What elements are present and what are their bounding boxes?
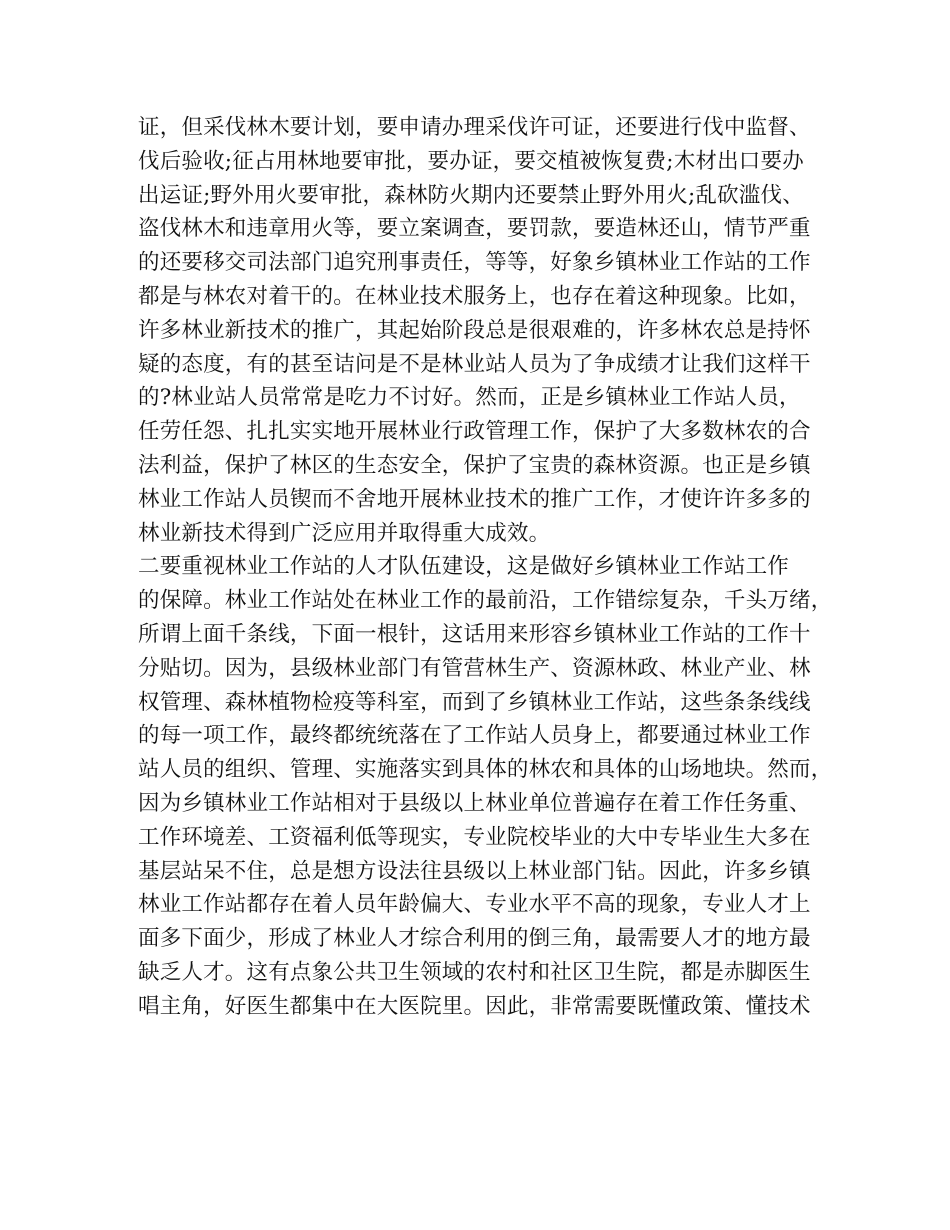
text-line: 站人员的组织、管理、实施落实到具体的林农和具体的山场地块。然而， — [138, 757, 833, 783]
text-line: 都是与林农对着干的。在林业技术服务上，也存在着这种现象。比如， — [138, 283, 811, 309]
text-line: 工作环境差、工资福利低等现实，专业院校毕业的大中专毕业生大多在 — [138, 824, 811, 850]
text-line: 的?林业站人员常常是吃力不讨好。然而，正是乡镇林业工作站人员， — [138, 385, 801, 411]
text-line: 林业新技术得到广泛应用并取得重大成效。 — [138, 520, 551, 546]
text-line: 的保障。林业工作站处在林业工作的最前沿，工作错综复杂，千头万绪， — [138, 588, 833, 614]
text-line: 缺乏人才。这有点象公共卫生领域的农村和社区卫生院，都是赤脚医生 — [138, 959, 811, 985]
text-line: 分贴切。因为，县级林业部门有管营林生产、资源林政、林业产业、林 — [138, 655, 811, 681]
text-line: 任劳任怨、扎扎实实地开展林业行政管理工作，保护了大多数林农的合 — [138, 419, 811, 445]
text-line: 权管理、森林植物检疫等科室，而到了乡镇林业工作站，这些条条线线 — [138, 689, 811, 715]
text-line: 林业工作站人员锲而不舍地开展林业技术的推广工作，才使许许多多的 — [138, 486, 811, 512]
text-line: 出运证;野外用火要审批，森林防火期内还要禁止野外用火;乱砍滥伐、 — [138, 182, 804, 208]
text-line: 法利益，保护了林区的生态安全，保护了宝贵的森林资源。也正是乡镇 — [138, 452, 811, 478]
text-line: 因为乡镇林业工作站相对于县级以上林业单位普遍存在着工作任务重、 — [138, 790, 811, 816]
document-body-text — [138, 111, 833, 1024]
text-line: 面多下面少，形成了林业人才综合利用的倒三角，最需要人才的地方最 — [138, 926, 811, 952]
text-line: 林业工作站都存在着人员年龄偏大、专业水平不高的现象，专业人才上 — [138, 892, 811, 918]
text-line: 伐后验收;征占用林地要审批，要办证，要交植被恢复费;木材出口要办 — [138, 148, 804, 174]
text-line: 的还要移交司法部门追究刑事责任，等等，好象乡镇林业工作站的工作 — [138, 250, 811, 276]
text-line: 证，但采伐林木要计划，要申请办理采伐许可证，还要进行伐中监督、 — [138, 115, 811, 140]
text-line: 二要重视林业工作站的人才队伍建设，这是做好乡镇林业工作站工作 — [138, 554, 790, 580]
text-line: 唱主角，好医生都集中在大医院里。因此，非常需要既懂政策、懂技术 — [138, 993, 811, 1019]
text-line: 许多林业新技术的推广，其起始阶段总是很艰难的，许多林农总是持怀 — [138, 317, 811, 343]
text-line: 的每一项工作，最终都统统落在了工作站人员身上，都要通过林业工作 — [138, 723, 811, 749]
text-line: 所谓上面千条线，下面一根针，这话用来形容乡镇林业工作站的工作十 — [138, 621, 811, 647]
text-line: 基层站呆不住，总是想方设法往县级以上林业部门钻。因此，许多乡镇 — [138, 858, 811, 884]
text-line: 疑的态度，有的甚至诘问是不是林业站人员为了争成绩才让我们这样干 — [138, 351, 811, 377]
text-line: 盗伐林木和违章用火等，要立案调查，要罚款，要造林还山，情节严重 — [138, 216, 811, 242]
